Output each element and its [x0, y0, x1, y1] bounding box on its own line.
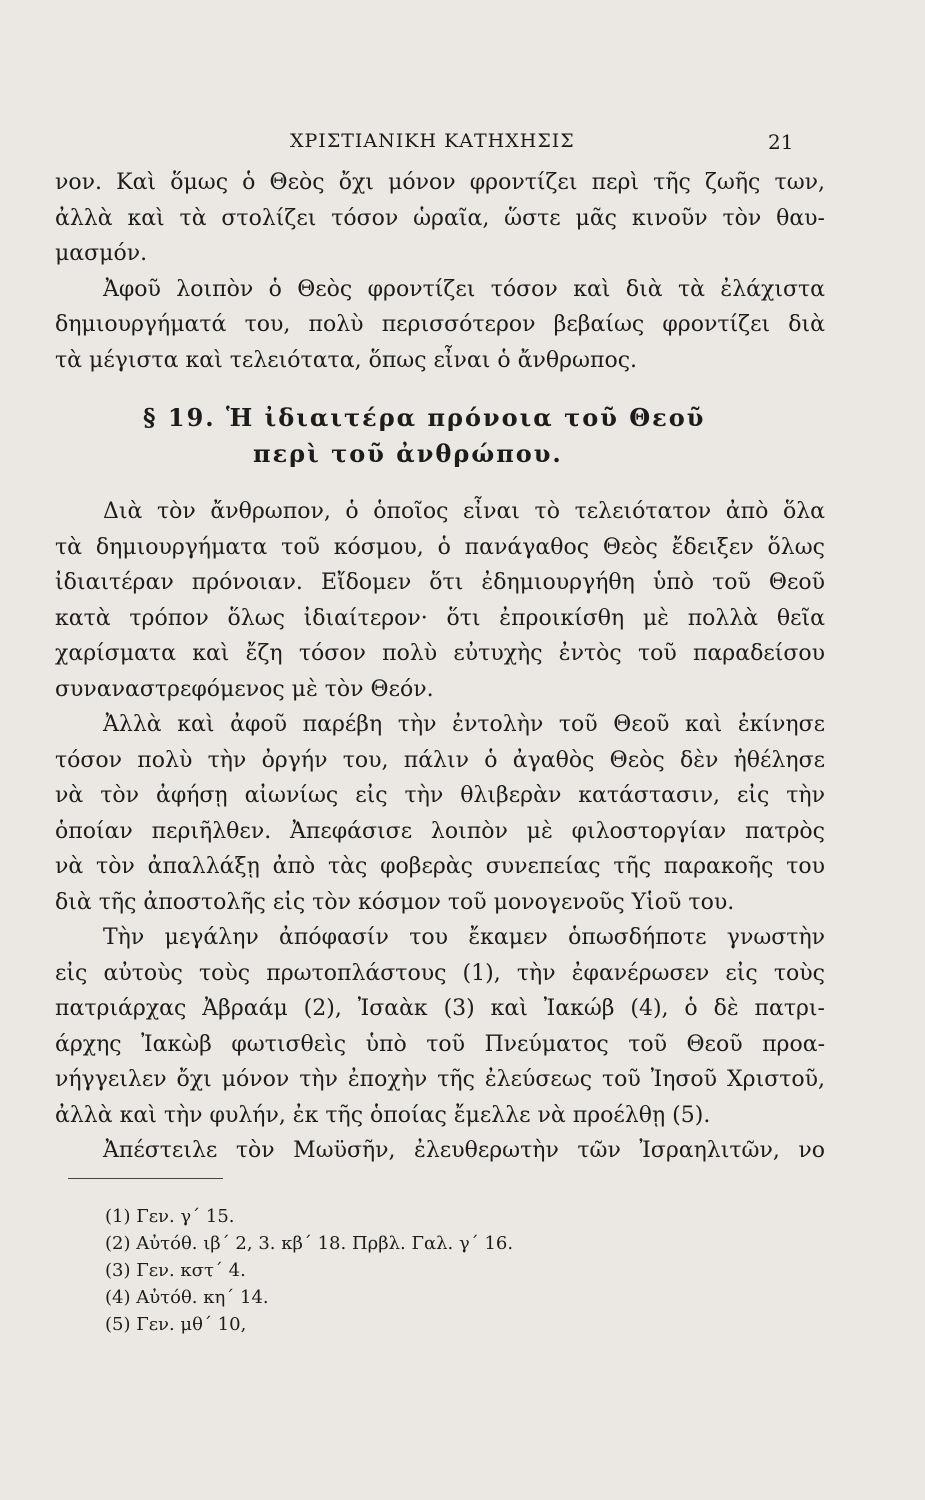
footnote: (1) Γεν. γ´ 15. [105, 1206, 235, 1227]
text-line: συναναστρεφόμενος μὲ τὸν Θεόν. [55, 676, 434, 702]
section-heading-subline: περὶ τοῦ ἀνθρώπου. [253, 439, 563, 468]
text-line: χαρίσματα καὶ ἔζη τόσον πολὺ εὐτυχὴς ἐντὸς τοῦ παραδείσου [55, 641, 825, 666]
section-heading [55, 400, 825, 472]
text-line: ἰδιαιτέραν πρόνοιαν. Εἴδομεν ὅτι ἐδημιουργήθη ὑπὸ τοῦ Θεοῦ [55, 570, 825, 595]
paragraph [55, 920, 825, 1133]
paragraph [55, 494, 825, 707]
footnotes [105, 1203, 514, 1338]
text-line: Ἀλλὰ καὶ ἀφοῦ παρέβη τὴν ἐντολὴν τοῦ Θεοῦ καὶ ἐκίνησε [103, 712, 825, 737]
text-line: Τὴν μεγάλην ἀπόφασίν του ἔκαμεν ὁπωσδήποτε γνωστὴν [103, 925, 825, 950]
footnote: (3) Γεν. κστ´ 4. [105, 1260, 246, 1281]
footnote: (2) Αὐτόθ. ιβ´ 2, 3. κβ´ 18. Πρβλ. Γαλ. γ´ 16. [105, 1233, 514, 1254]
text-line: τόσον πολὺ τὴν ὀργήν του, πάλιν ὁ ἀγαθὸς Θεὸς δὲν ἠθέλησε [55, 747, 825, 773]
page-header [0, 130, 925, 160]
text-line: άρχης Ἰακὼβ φωτισθεὶς ὑπὸ τοῦ Πνεύματος τοῦ Θεοῦ προα- [55, 1031, 825, 1057]
paragraph [55, 165, 825, 272]
section-heading-line: § 19. Ἡ ἰδιαιτέρα πρόνοια τοῦ Θεοῦ [143, 403, 706, 432]
paragraph [55, 707, 825, 920]
text-line: ὁποίαν περιῆλθεν. Ἀπεφάσισε λοιπὸν μὲ φιλοστοργίαν πατρὸς [55, 818, 825, 844]
footnote: (4) Αὐτόθ. κη´ 14. [105, 1287, 269, 1308]
text-line: ἀλλὰ καὶ τὴν φυλήν, ἐκ τῆς ὁποίας ἔμελλε νὰ προέλθῃ (5). [55, 1102, 711, 1128]
text-line: Ἀπέστειλε τὸν Μωϋσῆν, ἐλευθερωτὴν τῶν Ἰσραηλιτῶν, νο [103, 1138, 825, 1163]
paragraph [55, 272, 825, 379]
body-text [55, 165, 825, 1169]
text-line: πατριάρχας Ἀβραάμ (2), Ἰσαὰκ (3) καὶ Ἰακώβ (4), ὁ δὲ πατρι- [55, 996, 825, 1021]
text-line: τὰ δημιουργήματα τοῦ κόσμου, ὁ πανάγαθος Θεὸς ἔδειξεν ὅλως [55, 534, 825, 560]
footnote: (5) Γεν. μθ´ 10, [105, 1314, 247, 1335]
running-title: ΧΡΙΣΤΙΑΝΙΚΗ ΚΑΤΗΧΗΣΙΣ [290, 130, 575, 152]
text-line: Διὰ τὸν ἄνθρωπον, ὁ ὁποῖος εἶναι τὸ τελειότατον ἀπὸ ὅλα [103, 499, 825, 524]
footnote-divider [68, 1178, 223, 1179]
text-line: τὰ μέγιστα καὶ τελειότατα, ὅπως εἶναι ὁ ἄνθρωπος. [55, 347, 638, 373]
text-line: νὰ τὸν ἀπαλλάξῃ ἀπὸ τὰς φοβερὰς συνεπείας τῆς παρακοῆς του [55, 854, 825, 879]
text-line: κατὰ τρόπον ὅλως ἰδιαίτερον· ὅτι ἐπροικίσθη μὲ πολλὰ θεῖα [55, 605, 825, 631]
text-line: εἰς αὐτοὺς τοὺς πρωτοπλάστους (1), τὴν ἐφανέρωσεν εἰς τοὺς [55, 960, 825, 986]
text-line: ἀλλὰ καὶ τὰ στολίζει τόσον ὡραῖα, ὥστε μᾶς κινοῦν τὸν θαυ- [55, 205, 825, 231]
text-line: Ἀφοῦ λοιπὸν ὁ Θεὸς φροντίζει τόσον καὶ διὰ τὰ ἐλάχιστα [103, 276, 825, 302]
text-line: νὰ τὸν ἀφήσῃ αἰωνίως εἰς τὴν θλιβερὰν κατάστασιν, εἰς τὴν [55, 783, 825, 808]
page-number: 21 [768, 130, 794, 154]
text-line: δημιουργήματά του, πολὺ περισσότερον βεβαίως φροντίζει διὰ [55, 312, 825, 337]
text-line: διὰ τῆς ἀποστολῆς εἰς τὸν κόσμον τοῦ μονογενοῦς Υἱοῦ του. [55, 889, 735, 915]
text-line: νήγγειλεν ὄχι μόνον τὴν ἐποχὴν τῆς ἐλεύσεως τοῦ Ἰησοῦ Χριστοῦ, [55, 1067, 825, 1092]
text-line: νον. Καὶ ὅμως ὁ Θεὸς ὄχι μόνον φροντίζει περὶ τῆς ζωῆς των, [55, 170, 825, 195]
paragraph [55, 1133, 825, 1169]
text-line: μασμόν. [55, 241, 148, 266]
